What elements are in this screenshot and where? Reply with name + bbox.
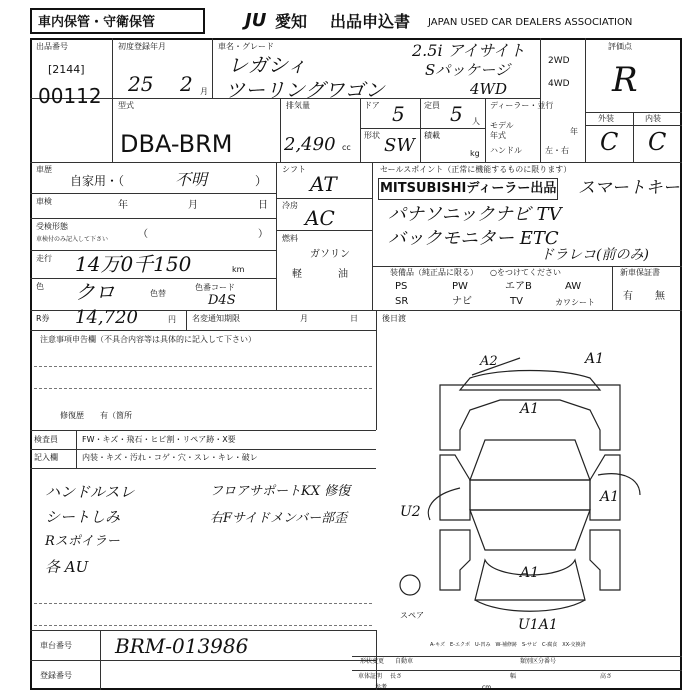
inspector-note-4: 各 AU: [45, 558, 89, 576]
drive-2wd: 2WD: [548, 56, 570, 66]
handle-opts: 左・右: [545, 146, 569, 155]
model-name-line1: レガシィ: [228, 53, 307, 77]
history-unknown: 不明: [175, 170, 208, 189]
recycle-unit: 円: [168, 315, 176, 324]
diagram-spare: スペア: [400, 611, 424, 620]
equipment-item-0: PS: [395, 281, 408, 292]
later-label: 後日渡: [382, 314, 406, 323]
inspector-note-3: Rスポイラー: [45, 534, 120, 549]
rating-ext-label: 外装: [598, 114, 614, 123]
plate-label: 登録番号: [40, 671, 72, 680]
shift-label: シフト: [282, 165, 306, 174]
diagram-legend: A-キズ E-エクボ U-凹み W-補修跡 S-サビ C-腐食 XX-交換済: [430, 642, 586, 648]
lot-sub-number: [2144]: [48, 63, 85, 76]
rating-ext-value: C: [600, 128, 619, 156]
color-swap-label: 色替: [150, 289, 166, 298]
equipment-marks: ○をつけてください: [490, 268, 561, 277]
ac-label: 冷房: [282, 201, 298, 210]
org-logo: JU: [245, 10, 267, 31]
new-car-label: 新車保証書: [620, 268, 660, 277]
inspection-year: 年: [118, 200, 128, 211]
fuel-oil: 油: [338, 269, 348, 280]
mileage-unit: km: [232, 265, 245, 274]
jibun-label: 自動車: [395, 658, 414, 665]
seats-label: 定員: [424, 101, 440, 110]
history-label: 車歴: [36, 165, 52, 174]
inspector-row-2: 内装・キズ・汚れ・コゲ・穴・スレ・キレ・破レ: [82, 453, 258, 462]
cm-label: cm: [482, 684, 492, 691]
fuel-gas: ガソリン: [310, 249, 350, 260]
equipment-item-3: AW: [565, 281, 582, 292]
model-name-line2: ツーリングワゴン: [225, 78, 385, 102]
receipt-label: 受検形態: [36, 222, 68, 231]
shape-value: SW: [384, 135, 415, 156]
equipment-item-7: カワシート: [555, 298, 595, 307]
diagram-mark-6: A1: [520, 565, 540, 581]
type-label: 型式: [118, 101, 134, 110]
registration-month-unit: 月: [200, 87, 208, 96]
equipment-item-5: ナビ: [452, 296, 472, 307]
registration-year: 25: [128, 72, 154, 96]
mileage-value: 14万0千150: [75, 252, 192, 276]
cat-label: 類別区分番号: [520, 658, 557, 665]
selling-dealer: MITSUBISHIディーラー出品: [380, 181, 557, 196]
equipment-label: 装備品（純正品に限る）: [390, 268, 478, 277]
displacement-unit: cc: [342, 143, 351, 152]
selling-label: セールスポイント（正常に機能するものに限ります）: [380, 165, 572, 174]
ref-label: 参考: [375, 684, 388, 691]
notice-month: 月: [300, 314, 308, 323]
capacity-label: 積載: [424, 131, 440, 140]
rating-label: 評価点: [608, 42, 632, 51]
equipment-item-1: PW: [452, 281, 468, 292]
diagram-mark-2: A1: [585, 351, 605, 367]
seats-value: 5: [450, 102, 463, 126]
equipment-item-6: TV: [510, 296, 523, 307]
selling-line-4: ドラレコ(前のみ): [540, 247, 649, 263]
rating-int-label: 内装: [645, 114, 661, 123]
notice-day: 日: [350, 314, 358, 323]
spec-label: 車体証明: [358, 673, 383, 680]
drive-4wd: 4WD: [548, 79, 570, 89]
inspector-note-5: フロアサポートKX 修復: [210, 484, 351, 499]
color-code-value: D4S: [208, 293, 236, 308]
receipt-open: （: [138, 229, 148, 240]
selling-line-3: バックモニター ETC: [388, 228, 559, 249]
org-name: 愛知: [275, 12, 308, 31]
diagram-mark-5: U2: [400, 504, 421, 520]
inspection-month: 月: [188, 200, 198, 211]
history-value: 自家用・（: [70, 174, 125, 188]
registration-month: 2: [180, 72, 193, 96]
width-label: 幅: [510, 673, 517, 680]
handle-label: ハンドル: [490, 146, 522, 155]
seats-unit: 人: [472, 117, 480, 126]
notes-label: 注意事項申告欄（不具合内容等は具体的に記入して下さい）: [40, 335, 256, 344]
new-car-no: 無: [655, 291, 665, 302]
lot-number: 00112: [38, 84, 102, 108]
type-value: DBA-BRM: [120, 130, 233, 158]
year-label: 年式: [490, 131, 506, 140]
store-label: 車内保管・守衛保管: [38, 15, 156, 30]
receipt-note: 車検付のみ記入して下さい: [36, 236, 109, 243]
form-title: 出品申込書: [330, 12, 411, 31]
shift-value: AT: [310, 172, 337, 196]
equipment-item-2: エアB: [505, 281, 532, 292]
capacity-unit: kg: [470, 149, 480, 158]
diagram-mark-3: A1: [520, 401, 540, 417]
chassis-value: BRM-013986: [115, 634, 249, 658]
inspector-note-2: シートしみ: [45, 508, 121, 526]
equipment-item-4: SR: [395, 296, 409, 307]
rating-value: R: [612, 60, 638, 100]
selling-line-1: スマートキー: [578, 178, 680, 198]
diagram-mark-1: A2: [480, 354, 498, 369]
height-label: 高さ: [600, 673, 613, 680]
fuel-label: 燃料: [282, 234, 298, 243]
history-close: ）: [255, 174, 268, 188]
dealer-label: ディーラー・並行: [490, 101, 554, 110]
registration-label: 初度登録年月: [118, 42, 166, 51]
recycle-label: R券: [36, 314, 50, 323]
form-change-label: 形状変更: [360, 658, 385, 665]
color-value: クロ: [75, 280, 115, 304]
diagram-mark-7: U1A1: [518, 617, 558, 633]
inspector-label-2: 記入欄: [34, 453, 58, 462]
displacement-label: 排気量: [286, 101, 310, 110]
inspector-note-1: ハンドルスレ: [45, 483, 135, 501]
inspection-day: 日: [258, 200, 268, 211]
doors-value: 5: [392, 102, 405, 126]
model-year-label: モデル: [490, 121, 514, 130]
model-label: 車名・グレード: [218, 42, 274, 51]
shape-label: 形状: [364, 131, 380, 140]
lot-label: 出品番号: [36, 42, 68, 51]
displacement-value: 2,490: [284, 134, 336, 155]
inspector-label-1: 検査員: [34, 435, 58, 444]
inspector-row-1: FW・キズ・飛石・ヒビ割・リペア跡・X要: [82, 435, 236, 444]
mileage-label: 走行: [36, 254, 52, 263]
repair-label: 修復歴 有（箇所: [60, 411, 132, 420]
selling-line-2: パナソニックナビ TV: [388, 204, 562, 225]
fuel-light: 軽: [292, 269, 302, 280]
rating-int-value: C: [648, 128, 667, 156]
model-grade-line2: Sパッケージ: [425, 61, 510, 79]
year-unit: 年: [570, 127, 578, 136]
recycle-value: 14,720: [75, 307, 138, 328]
assoc-name: JAPAN USED CAR DEALERS ASSOCIATION: [428, 17, 633, 28]
notice-label: 名変通知期限: [192, 314, 240, 323]
model-grade-line3: 4WD: [470, 80, 507, 98]
doors-label: ドア: [364, 101, 380, 110]
diagram-mark-4: A1: [600, 489, 620, 505]
chassis-label: 車台番号: [40, 641, 72, 650]
receipt-close: ）: [258, 229, 268, 240]
inspection-label: 車検: [36, 197, 52, 206]
inspector-note-6: 右Fサイドメンバー部歪: [210, 511, 348, 526]
length-label: 長さ: [390, 673, 403, 680]
color-code-label: 色番コード: [195, 283, 235, 292]
new-car-yes: 有: [623, 291, 633, 302]
color-label: 色: [36, 282, 44, 291]
ac-value: AC: [305, 206, 335, 230]
model-grade-line1: 2.5i アイサイト: [412, 41, 526, 60]
